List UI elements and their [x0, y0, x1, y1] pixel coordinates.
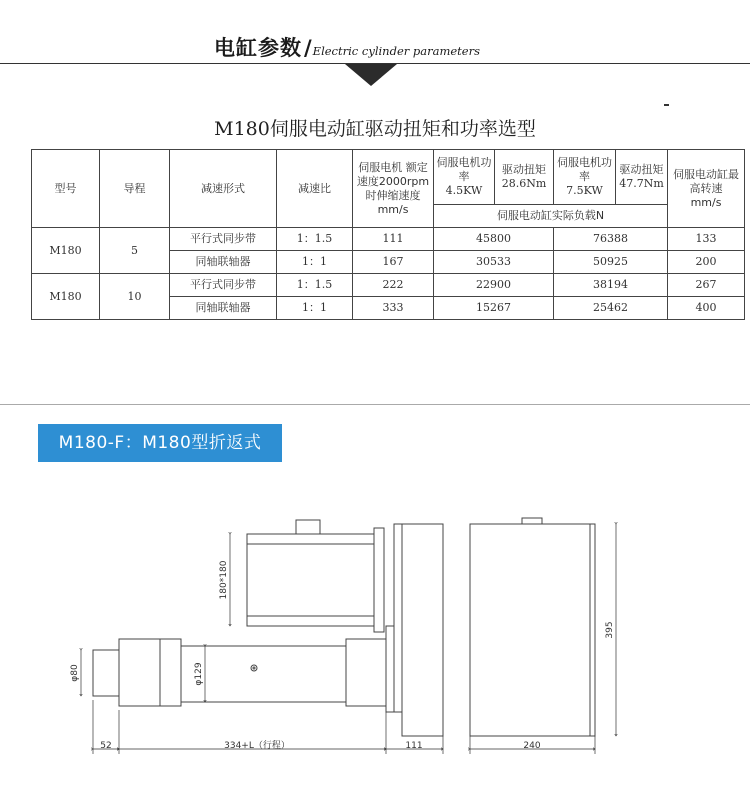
cell-lead: 10: [100, 274, 170, 320]
dim-stroke-label: 334+L（行程）: [224, 741, 290, 751]
cell-speed: 111: [353, 228, 434, 251]
cell-ratio: 1：1.5: [277, 274, 353, 297]
fold-plate: [386, 626, 394, 712]
th-torque-b: [616, 150, 668, 205]
cell-load-b: 25462: [554, 297, 668, 320]
th-model: 型号: [32, 150, 100, 228]
dim-mid-label: 111: [405, 741, 423, 751]
fold-plate-inner: [394, 524, 402, 712]
cell-type: 平行式同步带: [170, 228, 277, 251]
cell-load-b: 38194: [554, 274, 668, 297]
cell-type: 平行式同步带: [170, 274, 277, 297]
header-arrow-icon: [345, 64, 397, 86]
dim-rod-label: φ80: [70, 664, 80, 682]
th-reduction-type: 减速形式: [170, 150, 277, 228]
dim-motor-label: 180*180: [219, 560, 229, 600]
th-max-speed-label: 伺服电动缸最高转速: [673, 167, 739, 195]
mount-hole-center: [253, 667, 255, 669]
cell-ratio: 1：1: [277, 297, 353, 320]
cell-max-speed: 133: [668, 228, 745, 251]
th-torque-a-label: 驱动扭矩: [502, 163, 546, 176]
th-lead: 导程: [100, 150, 170, 228]
th-power-b: [554, 150, 616, 205]
cell-load-a: 45800: [434, 228, 554, 251]
table-header-row: [32, 150, 745, 205]
motor-cap: [296, 520, 320, 534]
table-title: M180伺服电动缸驱动扭矩和功率选型: [214, 118, 536, 140]
table-row: [32, 274, 745, 297]
cell-max-speed: 400: [668, 297, 745, 320]
cell-type: 同轴联轴器: [170, 251, 277, 274]
th-power-b-value: 7.5KW: [566, 184, 603, 197]
cell-lead: 5: [100, 228, 170, 274]
decorative-tick: [664, 104, 669, 106]
cell-speed: 167: [353, 251, 434, 274]
th-ratio: 减速比: [277, 150, 353, 228]
th-max-speed: [668, 150, 745, 228]
cell-model: M180: [32, 228, 100, 274]
th-torque-b-label: 驱动扭矩: [619, 163, 664, 176]
th-power-a-value: 4.5KW: [445, 184, 483, 197]
cell-load-a: 30533: [434, 251, 554, 274]
rod-end: [93, 650, 119, 696]
technical-drawing: [0, 500, 750, 795]
dim-side-label: 240: [523, 741, 541, 751]
side-cap: [522, 518, 542, 524]
section-badge: M180-F：M180型折返式: [38, 424, 282, 462]
motor-body: [247, 534, 374, 626]
cell-load-a: 22900: [434, 274, 554, 297]
th-torque-b-value: 47.7Nm: [619, 177, 664, 190]
th-power-a-label: 伺服电机功率: [436, 156, 492, 183]
motor-flange: [374, 528, 384, 632]
cell-load-b: 76388: [554, 228, 668, 251]
mount-hole-icon: [251, 665, 257, 671]
spec-table: [31, 149, 745, 320]
front-housing: [119, 639, 181, 706]
cell-speed: 333: [353, 297, 434, 320]
cell-load-b: 50925: [554, 251, 668, 274]
page-header: [0, 0, 750, 100]
th-max-speed-unit: mm/s: [690, 195, 722, 209]
th-torque-a-value: 28.6Nm: [501, 177, 547, 190]
cell-ratio: 1：1.5: [277, 228, 353, 251]
cell-load-a: 15267: [434, 297, 554, 320]
cell-max-speed: 200: [668, 251, 745, 274]
cell-speed: 222: [353, 274, 434, 297]
header-title: [214, 32, 480, 62]
th-speed: 伺服电机 额定速度2000rpm时伸缩速度mm/s: [353, 150, 434, 228]
header-title-cn: 电缸参数: [214, 36, 302, 60]
table-row: [32, 228, 745, 251]
fold-box: [402, 524, 443, 736]
dim-left-label: 52: [100, 741, 112, 751]
dim-height-label: 395: [605, 621, 615, 639]
th-power-a: [434, 150, 495, 205]
cell-max-speed: 267: [668, 274, 745, 297]
cell-model: M180: [32, 274, 100, 320]
dim-body-label: φ129: [194, 662, 204, 686]
cell-ratio: 1：1: [277, 251, 353, 274]
th-torque-a: [495, 150, 554, 205]
side-view: [470, 524, 595, 736]
header-title-en: Electric cylinder parameters: [312, 44, 481, 58]
cell-type: 同轴联轴器: [170, 297, 277, 320]
section-divider: [0, 404, 750, 405]
th-load: 伺服电动缸实际负载N: [434, 205, 668, 228]
cylinder-body: [181, 646, 346, 702]
th-power-b-label: 伺服电机功率: [557, 156, 612, 183]
header-slash: /: [304, 36, 313, 60]
rear-housing: [346, 639, 386, 706]
